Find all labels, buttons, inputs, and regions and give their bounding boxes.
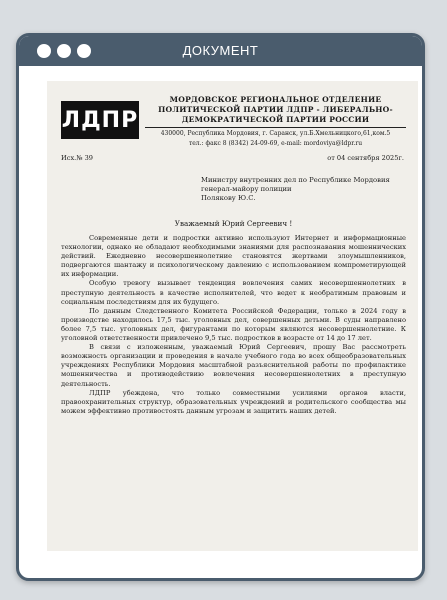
recipient-line: Полякову Ю.С. (201, 194, 256, 202)
body-paragraph: ЛДПР убеждена, что только совместными усилиями органов власти, правоохранительных структур, образовательных учреждений и родительского сообщества мы можем эффективно противостоять данным угрозам и защитить наших детей. (61, 388, 406, 415)
org-block (145, 95, 406, 148)
letter-body (61, 234, 406, 416)
org-name: МОРДОВСКОЕ РЕГИОНАЛЬНОЕ ОТДЕЛЕНИЕ ПОЛИТИЧЕСКОЙ ПАРТИИ ЛДПР - ЛИБЕРАЛЬНО-ДЕМОКРАТИЧЕСКОЙ ПАРТИИ РОССИИ (145, 95, 406, 128)
window-title: ДОКУМЕНТ (182, 43, 259, 58)
reference-number: Исх.№ 39 (61, 154, 93, 162)
recipient-block (201, 176, 406, 203)
org-address: 430000, Республика Мордовия, г. Саранск, ул.Б.Хмельницкого,61,ком.5 (160, 130, 391, 137)
body-paragraph: В связи с изложенным, уважаемый Юрий Сергеевич, прошу Вас рассмотреть возможность организации и проведения в начале учебного года во всех общеобразовательных учреждениях Республики Мордовия масштабной разъяснительной работы по профилактике мошенничества и противодействию вовлечения несовершеннолетних в преступную деятельность. (61, 343, 406, 388)
org-contacts: тел.: факс 8 (8342) 24-09-69, e-mail: mordoviya@ldpr.ru (188, 140, 363, 147)
body-paragraph: Современные дети и подростки активно используют Интернет и информационные технологии, однако не обладают необходимыми знаниями для распознавания мошеннических действий. Ежедневно несовершеннолетние становятся жертвами злоумышленников, подвергаются шантажу и психологическому давлению с использованием компрометирующей их информации. (61, 234, 406, 279)
recipient-line: Министру внутренних дел по Республике Мордовия (201, 176, 390, 184)
recipient-line: генерал-майору полиции (201, 185, 292, 193)
reference-date: от 04 сентября 2025г. (327, 154, 404, 162)
letter-page (47, 81, 418, 551)
reference-line (61, 154, 406, 162)
document-window (16, 33, 425, 581)
letterhead (61, 95, 406, 148)
greeting: Уважаемый Юрий Сергеевич ! (174, 219, 293, 228)
body-paragraph: Особую тревогу вызывает тенденция вовлечения самих несовершеннолетних в преступную деятельность в качестве исполнителей, что ведет к необратимым правовым и социальным последствиям для их будущего. (61, 279, 406, 306)
window-titlebar (19, 36, 422, 66)
body-paragraph: По данным Следственного Комитета Российской Федерации, только в 2024 году в производстве находилось 17,5 тыс. уголовных дел, совершенных детьми. В суды направлено более 7,5 тыс. уголовных дел, фигурантами по которым являются несовершеннолетние. К уголовной ответственности привлечено 9,5 тыс. подростков в возрасте от 14 до 17 лет. (61, 306, 406, 343)
party-logo: ЛДПР (61, 101, 139, 139)
